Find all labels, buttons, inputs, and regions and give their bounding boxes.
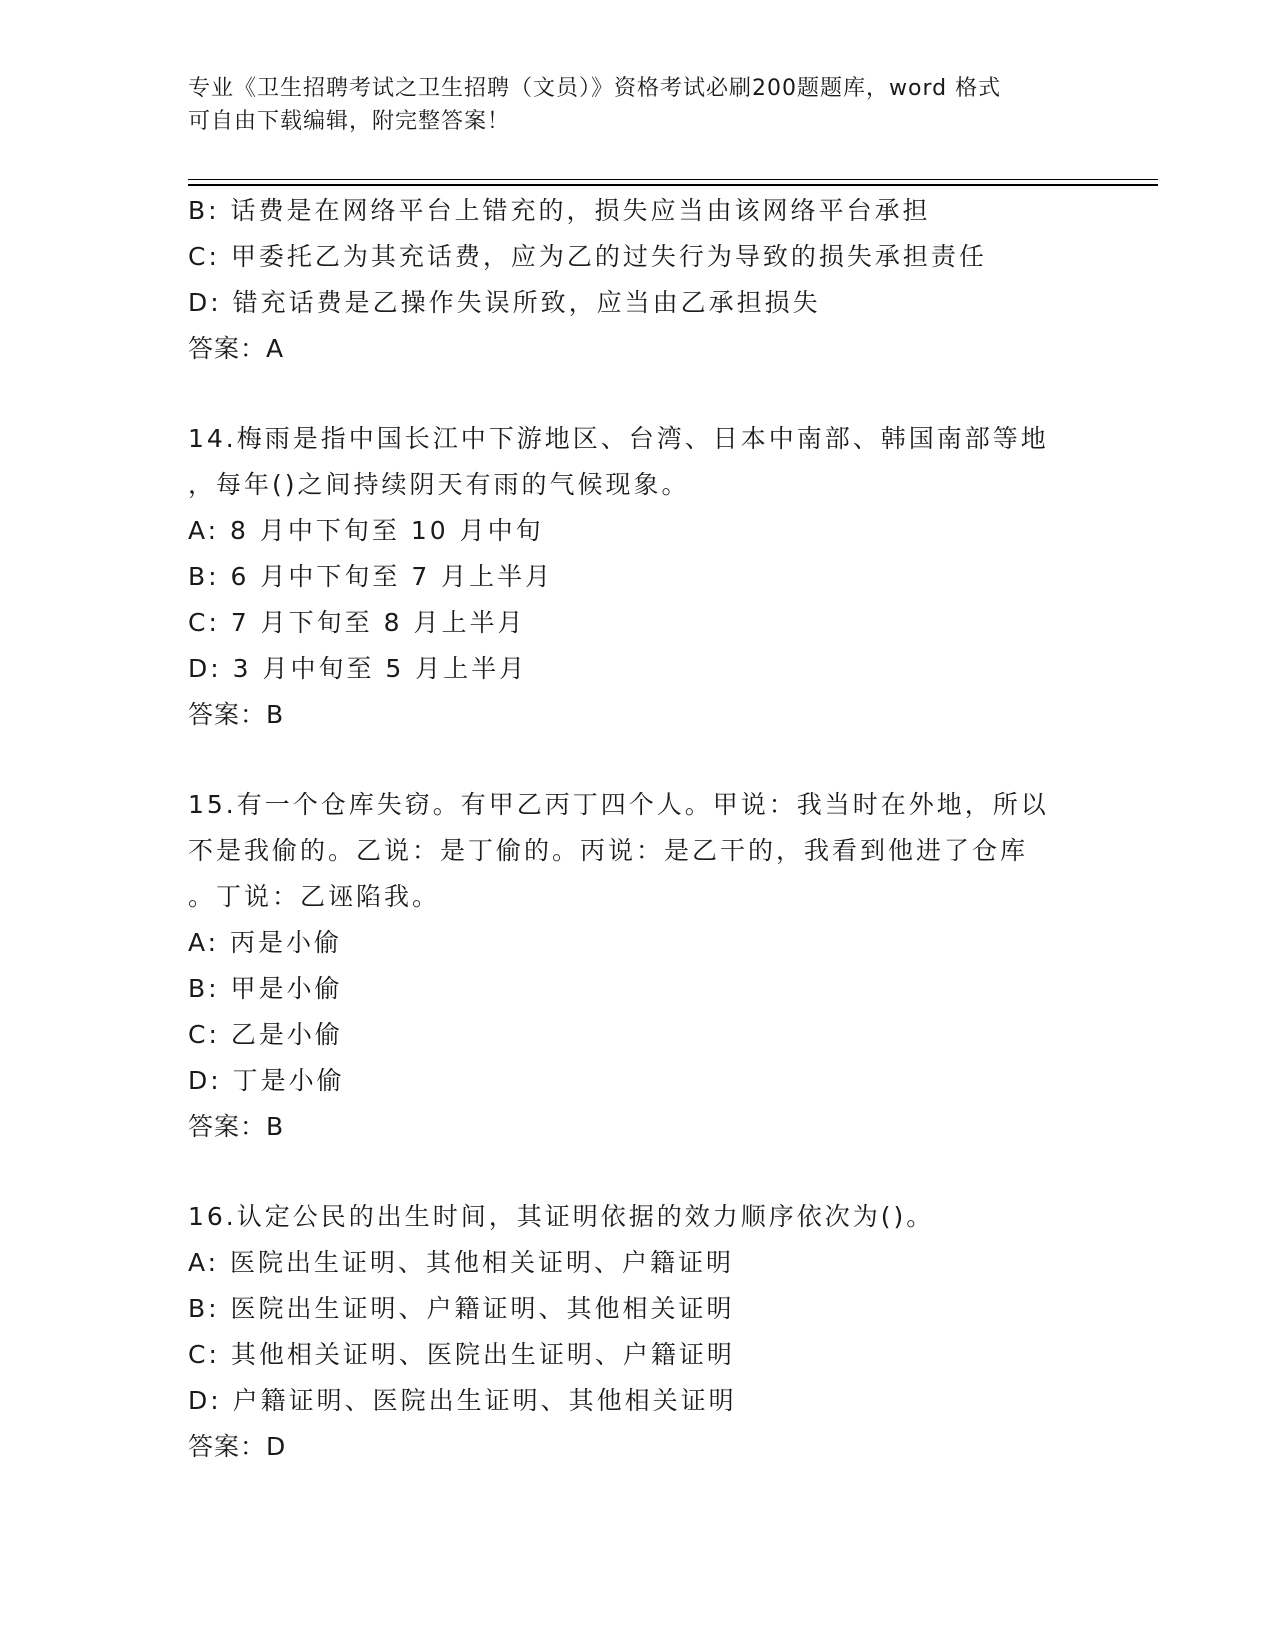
- document-header: [188, 72, 1068, 138]
- question-stem-line: 。丁说：乙诬陷我。: [188, 882, 441, 911]
- option-c: C: 其他相关证明、医院出生证明、户籍证明: [188, 1340, 735, 1369]
- question-14: [188, 416, 1088, 738]
- answer-label: 答案：A: [188, 334, 285, 363]
- option-a: A: 医院出生证明、其他相关证明、户籍证明: [188, 1248, 735, 1277]
- answer-label: 答案：B: [188, 700, 285, 729]
- spacer: [188, 1150, 1088, 1194]
- option-d: D: 3 月中旬至 5 月上半月: [188, 654, 528, 683]
- answer-label: 答案：D: [188, 1432, 287, 1461]
- option-a: A: 丙是小偷: [188, 928, 343, 957]
- question-stem-line: 14.梅雨是指中国长江中下游地区、台湾、日本中南部、韩国南部等地: [188, 424, 1049, 453]
- question-list: [188, 188, 1088, 1470]
- option-c: C: 乙是小偷: [188, 1020, 343, 1049]
- option-d: D: 丁是小偷: [188, 1066, 345, 1095]
- spacer: [188, 372, 1088, 416]
- option-d: D: 户籍证明、医院出生证明、其他相关证明: [188, 1386, 737, 1415]
- question-stem-line: 不是我偷的。乙说：是丁偷的。丙说：是乙干的，我看到他进了仓库: [188, 836, 1029, 865]
- question-13-tail: [188, 188, 1088, 372]
- option-d: D: 错充话费是乙操作失误所致，应当由乙承担损失: [188, 288, 821, 317]
- header-divider-thin: [188, 179, 1158, 180]
- option-b: B: 话费是在网络平台上错充的，损失应当由该网络平台承担: [188, 196, 931, 225]
- answer-label: 答案：B: [188, 1112, 285, 1141]
- header-divider-thick: [188, 184, 1158, 186]
- question-stem-line: ，每年()之间持续阴天有雨的气候现象。: [188, 470, 690, 499]
- question-stem-line: 16.认定公民的出生时间，其证明依据的效力顺序依次为()。: [188, 1202, 935, 1231]
- option-b: B: 医院出生证明、户籍证明、其他相关证明: [188, 1294, 735, 1323]
- option-b: B: 甲是小偷: [188, 974, 343, 1003]
- option-c: C: 7 月下旬至 8 月上半月: [188, 608, 526, 637]
- spacer: [188, 738, 1088, 782]
- option-a: A: 8 月中下旬至 10 月中旬: [188, 516, 544, 545]
- option-b: B: 6 月中下旬至 7 月上半月: [188, 562, 554, 591]
- question-15: [188, 782, 1088, 1150]
- question-16: [188, 1194, 1088, 1470]
- header-title-line-2: 可自由下载编辑，附完整答案！: [188, 109, 511, 134]
- question-stem-line: 15.有一个仓库失窃。有甲乙丙丁四个人。甲说：我当时在外地，所以: [188, 790, 1049, 819]
- option-c: C: 甲委托乙为其充话费，应为乙的过失行为导致的损失承担责任: [188, 242, 987, 271]
- header-title-line-1: 专业《卫生招聘考试之卫生招聘（文员）》资格考试必刷200题题库，word 格式: [188, 76, 1002, 101]
